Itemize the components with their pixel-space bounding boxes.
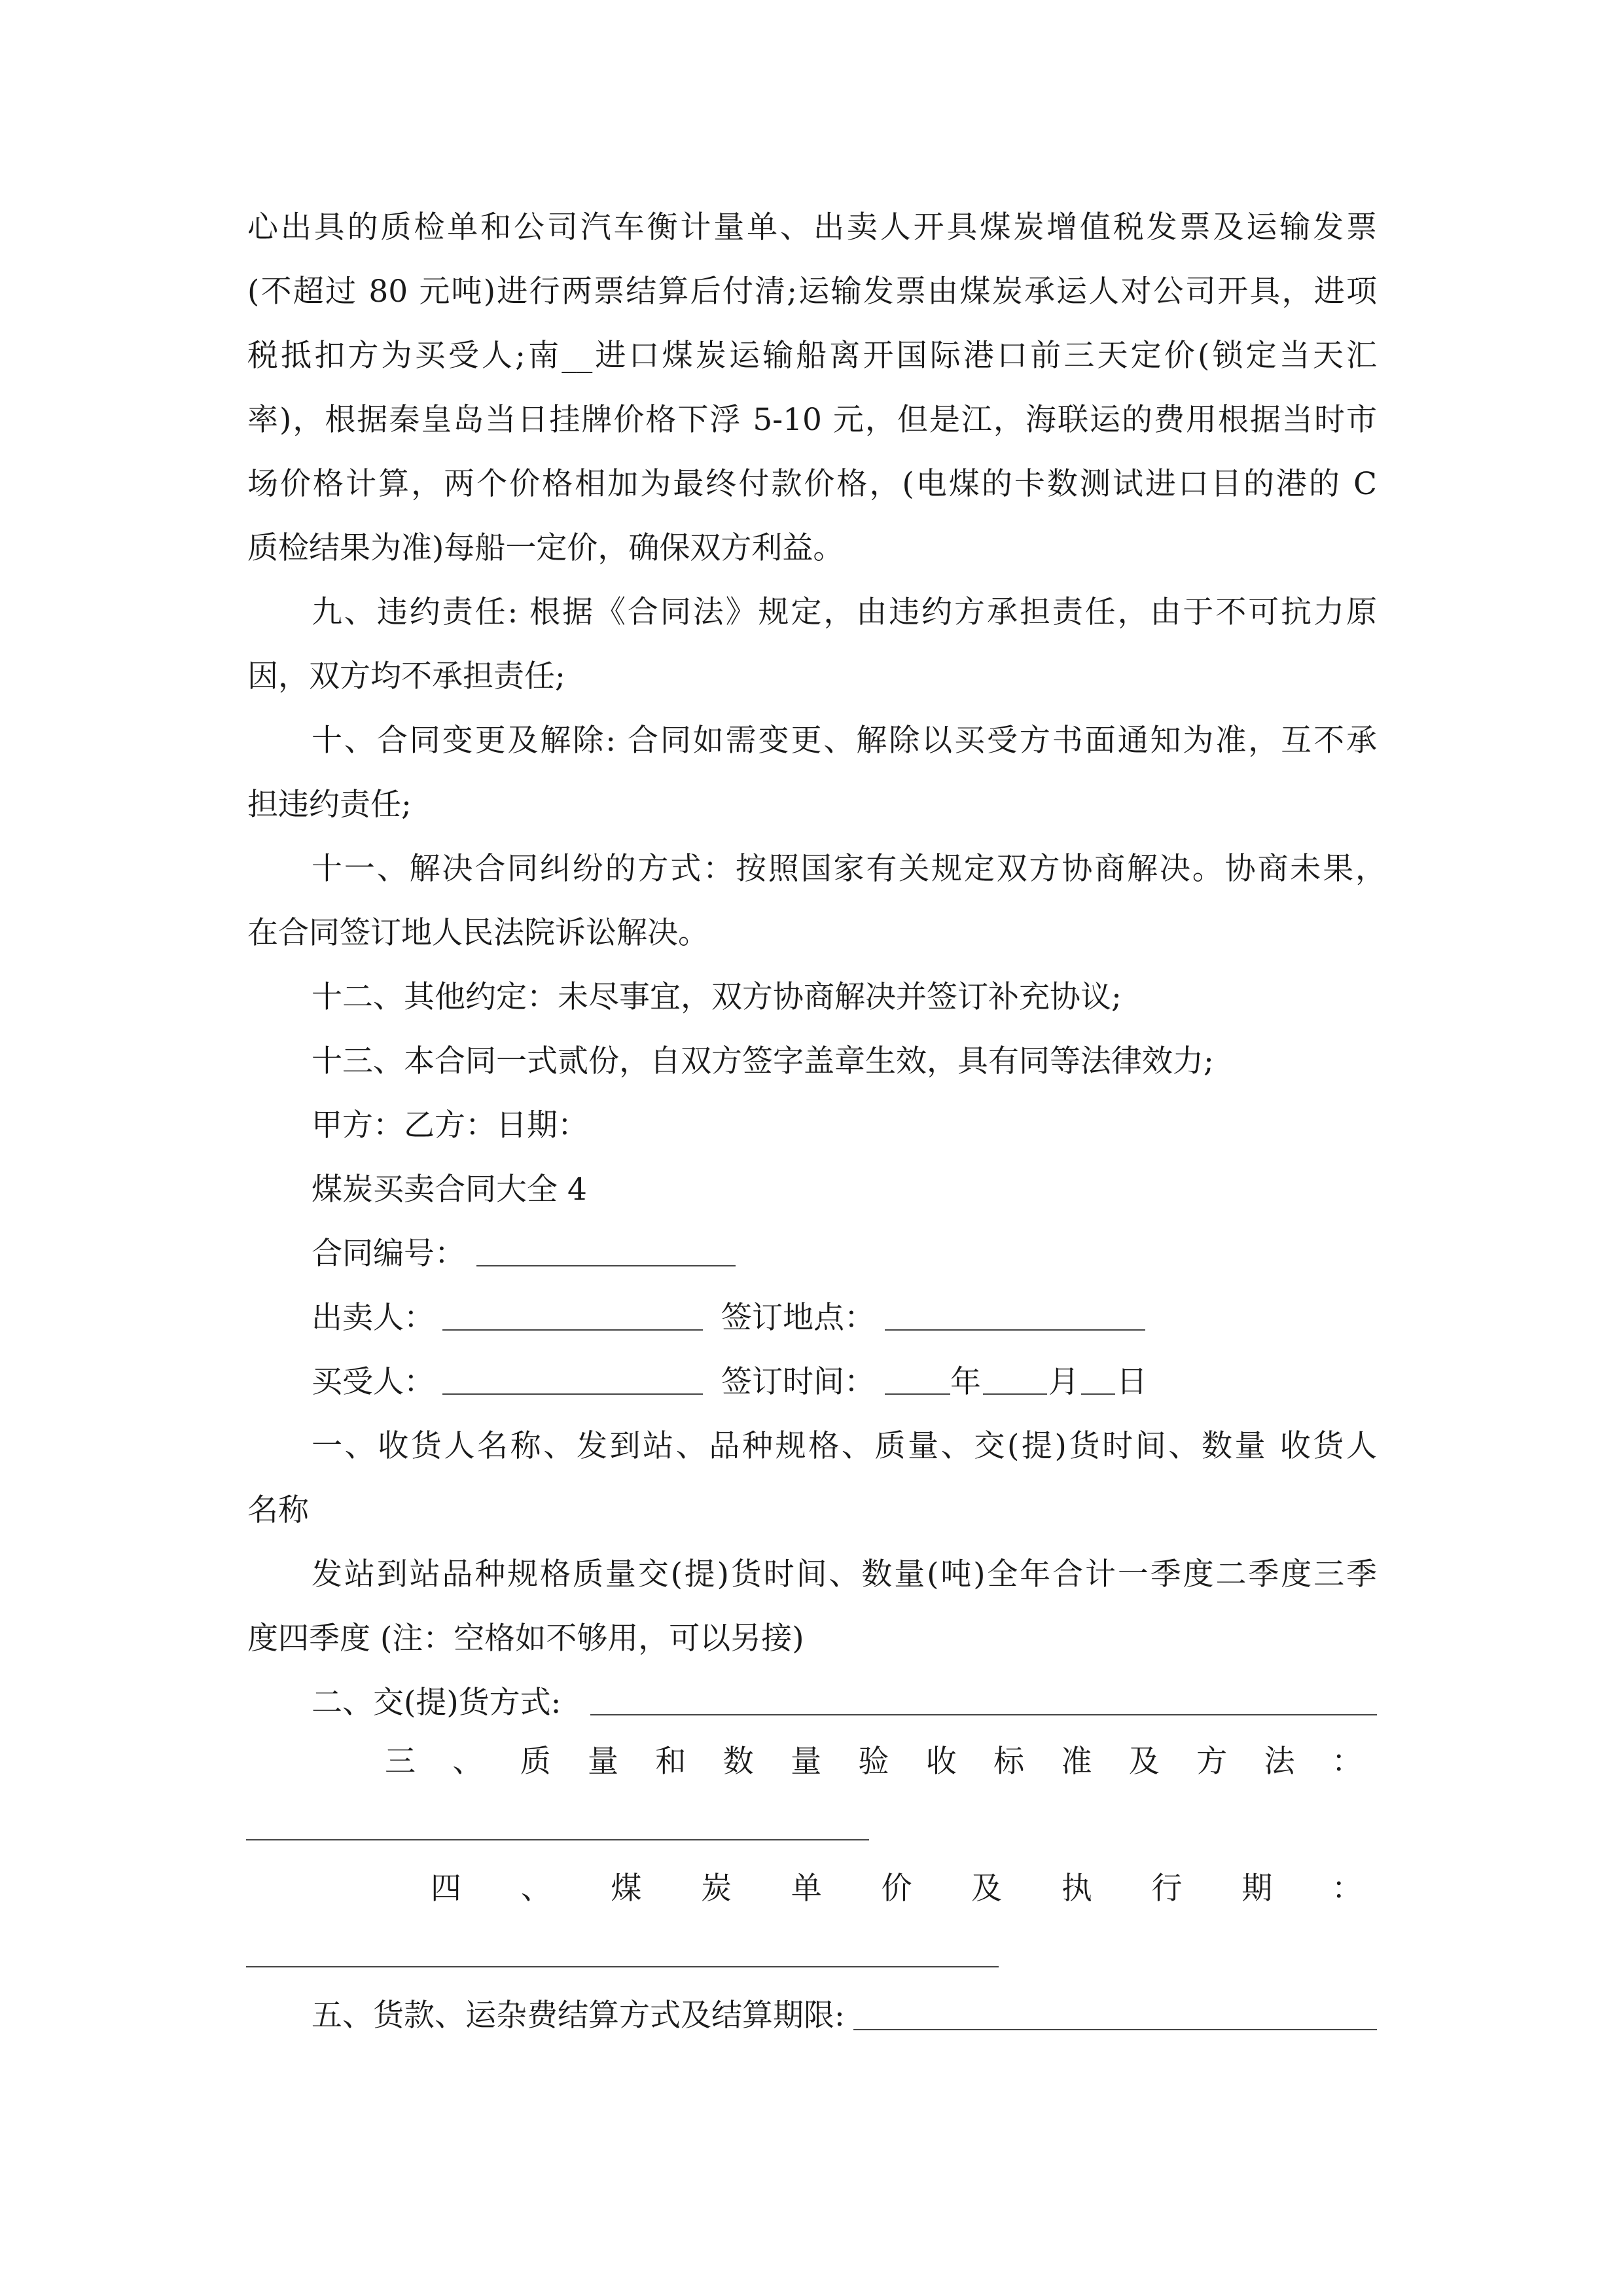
- seller-label: 出卖人：: [312, 1300, 435, 1336]
- para8-line-4: 率)，根据秦皇岛当日挂牌价格下浮 5-10 元，但是江，海联运的费用根据当时市: [247, 402, 1377, 438]
- item-4-blank[interactable]: [246, 1966, 999, 1967]
- item-3-char: 方: [1196, 1744, 1228, 1780]
- item-4-char: 、: [520, 1871, 552, 1907]
- clause-10-line-2: 担违约责任;: [247, 787, 412, 823]
- contract-number-row: [312, 1234, 465, 1274]
- item-2-label: 二、交(提)货方式:: [312, 1685, 562, 1721]
- contract-number-label: 合同编号：: [312, 1236, 465, 1272]
- item-3-char: 量: [791, 1744, 822, 1780]
- para8-line-5: 场价格计算，两个价格相加为最终付款价格，(电煤的卡数测试进口目的港的 C: [247, 466, 1377, 502]
- signature-line: 甲方：乙方：日期：: [312, 1107, 588, 1143]
- clause-9-line-2: 因，双方均不承担责任;: [247, 658, 565, 694]
- contract-number-blank[interactable]: [476, 1265, 736, 1266]
- item-1-table-line-2: 度四季度 (注：空格如不够用，可以另接): [247, 1621, 804, 1657]
- sign-day-blank[interactable]: [1081, 1393, 1115, 1395]
- item-3-char: 数: [722, 1744, 754, 1780]
- sign-time-label: 签订时间：: [721, 1364, 875, 1400]
- clause-9-line-1: 九、违约责任: 根据《合同法》规定，由违约方承担责任，由于不可抗力原: [312, 594, 1377, 630]
- month-label: 月: [1048, 1364, 1079, 1400]
- year-label: 年: [950, 1364, 981, 1400]
- item-4-char: 价: [881, 1871, 912, 1907]
- item-3-char: 及: [1128, 1744, 1160, 1780]
- clause-12: 十二、其他约定：未尽事宜，双方协商解决并签订补充协议;: [312, 979, 1122, 1015]
- para8-line-2: (不超过 80 元吨)进行两票结算后付清;运输发票由煤炭承运人对公司开具，进项: [247, 274, 1377, 310]
- item-3-char: 质: [520, 1744, 551, 1780]
- item-1-table-line-1: 发站到站品种规格质量交(提)货时间、数量(吨)全年合计一季度二季度三季: [312, 1556, 1378, 1592]
- item-4-char: 单: [791, 1871, 822, 1907]
- sign-year-blank[interactable]: [885, 1393, 950, 1395]
- item-4-char: 四: [431, 1871, 461, 1907]
- para8-line-3: 税抵扣方为买受人;南__进口煤炭运输船离开国际港口前三天定价(锁定当天汇: [247, 338, 1377, 374]
- sign-month-blank[interactable]: [983, 1393, 1047, 1395]
- item-3-char: 标: [993, 1744, 1025, 1780]
- seller-blank[interactable]: [442, 1329, 703, 1331]
- item-5-blank[interactable]: [853, 2029, 1377, 2030]
- item-3-char: 和: [655, 1744, 687, 1780]
- item-3-char: 、: [452, 1744, 484, 1780]
- buyer-label: 买受人：: [312, 1364, 435, 1400]
- item-3-char: ：: [1331, 1744, 1363, 1780]
- item-1-line-1: 一、收货人名称、发到站、品种规格、质量、交(提)货时间、数量 收货人: [312, 1428, 1377, 1464]
- buyer-blank[interactable]: [442, 1393, 703, 1395]
- para8-line-1: 心出具的质检单和公司汽车衡计量单、出卖人开具煤炭增值税发票及运输发票: [247, 209, 1377, 245]
- item-4-char: 期: [1241, 1871, 1273, 1907]
- item-3-blank[interactable]: [246, 1839, 869, 1840]
- item-3-char: 准: [1061, 1744, 1092, 1780]
- item-4-heading: [431, 1869, 1363, 1909]
- item-4-char: 及: [971, 1871, 1003, 1907]
- clause-11-line-1: 十一、解决合同纠纷的方式：按照国家有关规定双方协商解决。协商未果，: [312, 851, 1386, 887]
- clause-11-line-2: 在合同签订地人民法院诉讼解决。: [247, 915, 709, 951]
- item-1-line-2: 名称: [247, 1492, 309, 1528]
- sign-place-blank[interactable]: [885, 1329, 1145, 1331]
- item-3-heading: [385, 1742, 1363, 1782]
- item-3-char: 量: [588, 1744, 619, 1780]
- item-4-char: 执: [1061, 1871, 1092, 1907]
- item-3-char: 收: [925, 1744, 957, 1780]
- item-2-blank[interactable]: [590, 1714, 1377, 1715]
- item-4-char: 炭: [701, 1871, 732, 1907]
- contract-4-title: 煤炭买卖合同大全 4: [312, 1172, 587, 1208]
- item-3-char: 法: [1264, 1744, 1295, 1780]
- clause-13: 十三、本合同一式贰份，自双方签字盖章生效，具有同等法律效力;: [312, 1043, 1214, 1079]
- sign-place-label: 签订地点：: [721, 1300, 875, 1336]
- item-4-char: 行: [1151, 1871, 1183, 1907]
- item-3-char: 三: [385, 1744, 416, 1780]
- item-4-char: 煤: [611, 1871, 642, 1907]
- clause-10-line-1: 十、合同变更及解除: 合同如需变更、解除以买受方书面通知为准，互不承: [312, 723, 1377, 759]
- day-label: 日: [1116, 1364, 1147, 1400]
- item-3-char: 验: [858, 1744, 889, 1780]
- para8-line-6: 质检结果为准)每船一定价，确保双方利益。: [247, 530, 844, 566]
- item-4-char: ：: [1331, 1871, 1363, 1907]
- item-5-label: 五、货款、运杂费结算方式及结算期限:: [312, 1998, 845, 2034]
